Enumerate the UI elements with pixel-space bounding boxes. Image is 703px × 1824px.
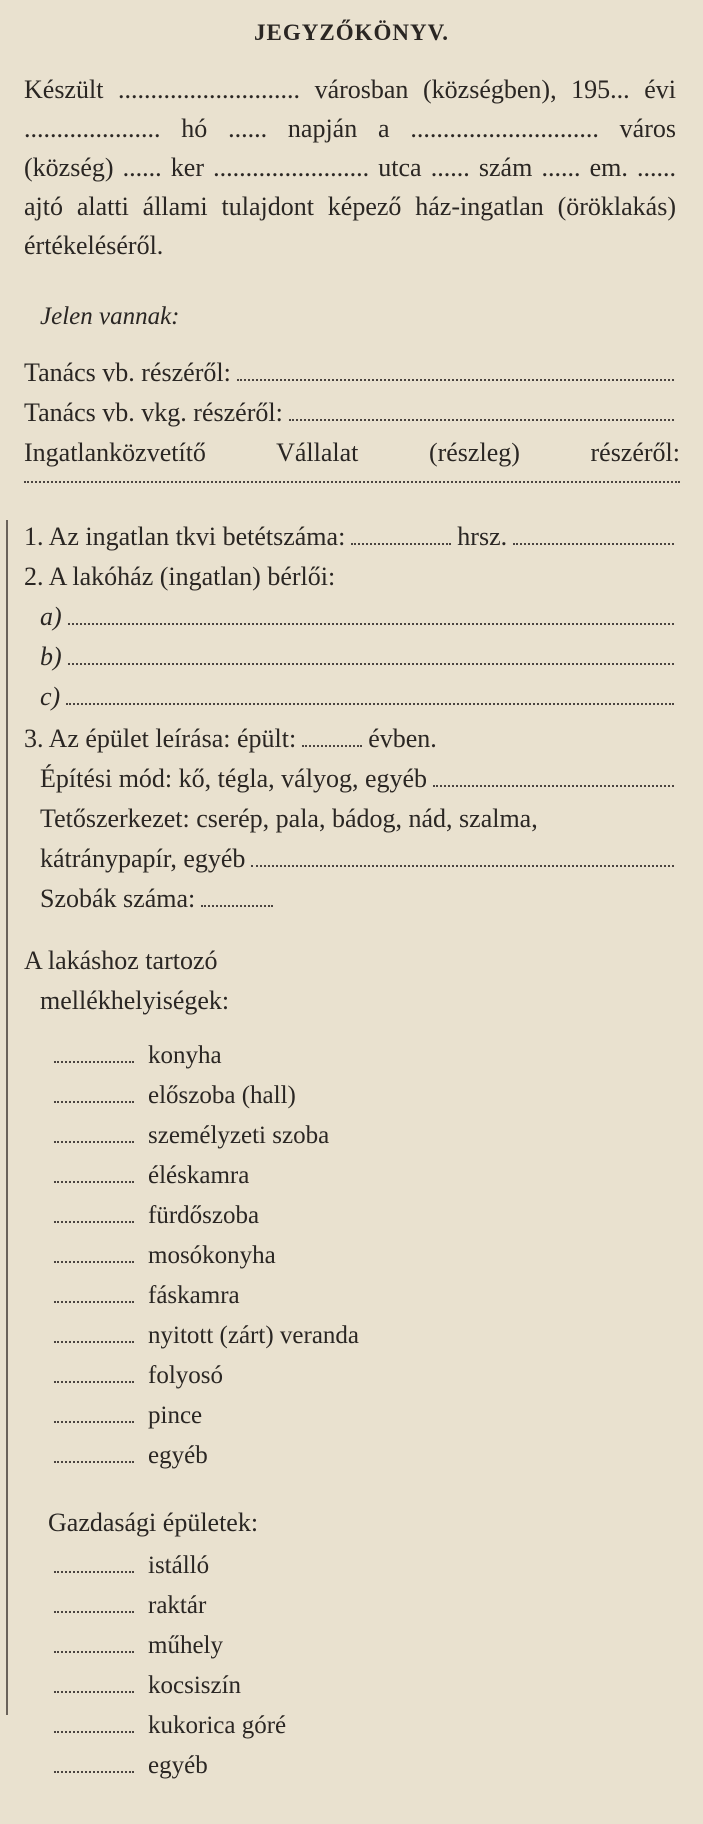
farm-item[interactable]: egyéb (54, 1752, 208, 1780)
farm-header: Gazdasági épületek: (48, 1508, 259, 1537)
item2-sub-c[interactable]: c) (40, 682, 680, 712)
item2-sub-b[interactable]: b) (40, 642, 680, 672)
annex-item[interactable]: konyha (54, 1042, 222, 1070)
intro-paragraph: Készült ............................ városban (községben), 195... évi ..................... hó ...... napján a ............................. város (község) ...... ker ........................ utca ...... szám ...... em. ...... ajtó alatti állami tulajdont képező ház-ingatlan (öröklakás) értékeléséről. (24, 75, 676, 260)
present-line-3-fill[interactable] (24, 480, 680, 483)
margin-rule (6, 520, 8, 1715)
present-line-3: Ingatlanközvetítő Vállalat (részleg) részéről: (24, 438, 680, 467)
farm-item[interactable]: kukorica góré (54, 1712, 286, 1740)
present-line-2[interactable]: Tanács vb. vkg. részéről: (24, 398, 680, 428)
farm-item[interactable]: műhely (54, 1632, 223, 1660)
item3-line4[interactable]: kátránypapír, egyéb (40, 844, 680, 874)
annex-item[interactable]: pince (54, 1402, 202, 1430)
item3-line5[interactable]: Szobák száma: (40, 884, 680, 914)
page-title: JEGYZŐKÖNYV. (254, 20, 449, 45)
present-header: Jelen vannak: (40, 303, 180, 330)
farm-item[interactable]: istálló (54, 1552, 209, 1580)
item3-line1[interactable]: 3. Az épület leírása: épült: évben. (24, 724, 437, 753)
annex-item[interactable]: fürdőszoba (54, 1202, 259, 1230)
annex-item[interactable]: egyéb (54, 1442, 208, 1470)
annex-header-2: mellékhelyiségek: (40, 986, 230, 1015)
item2-line: 2. A lakóház (ingatlan) bérlői: (24, 562, 336, 591)
farm-item[interactable]: raktár (54, 1592, 206, 1620)
annex-header-1: A lakáshoz tartozó (24, 946, 218, 975)
farm-item[interactable]: kocsiszín (54, 1672, 241, 1700)
item1-line[interactable]: 1. Az ingatlan tkvi betétszáma: hrsz. (24, 522, 680, 552)
item2-sub-a[interactable]: a) (40, 602, 680, 632)
annex-item[interactable]: nyitott (zárt) veranda (54, 1322, 359, 1350)
annex-item[interactable]: éléskamra (54, 1162, 249, 1190)
annex-item[interactable]: előszoba (hall) (54, 1082, 296, 1110)
annex-item[interactable]: fáskamra (54, 1282, 240, 1310)
annex-item[interactable]: mosókonyha (54, 1242, 276, 1270)
present-line-1[interactable]: Tanács vb. részéről: (24, 358, 680, 388)
item3-line2[interactable]: Építési mód: kő, tégla, vályog, egyéb (40, 764, 680, 794)
item3-line3: Tetőszerkezet: cserép, pala, bádog, nád, szalma, (40, 804, 538, 833)
annex-item[interactable]: személyzeti szoba (54, 1122, 329, 1150)
annex-item[interactable]: folyosó (54, 1362, 223, 1390)
